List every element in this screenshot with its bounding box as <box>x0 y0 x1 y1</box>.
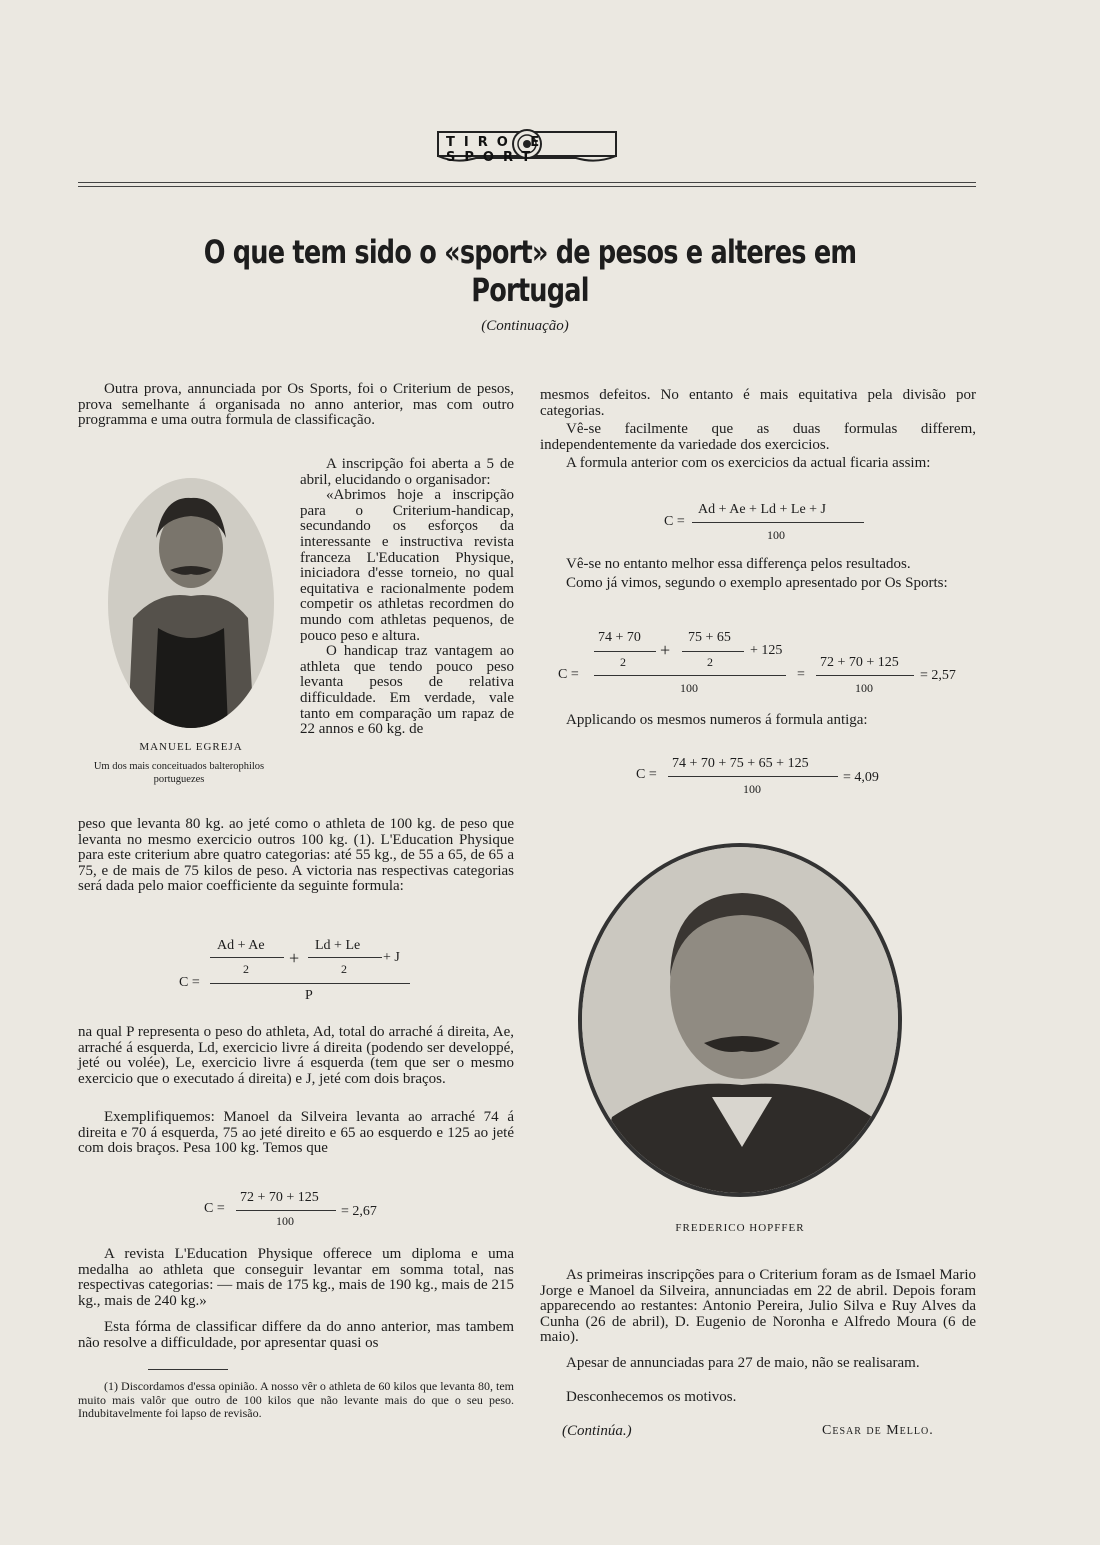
article-title: O que tem sido o «sport» de pesos e alteres em Portugal <box>203 233 857 309</box>
col2-paragraph-2: Vê-se facilmente que as duas formulas differem, independentemente da variedade dos exercicios. <box>540 421 976 453</box>
footnote: (1) Discordamos d'essa opinião. A nosso vêr o athleta de 60 kilos que levanta 80, tem muito mais valôr que outro de 100 kilos que não levante mais do que o seu peso. Indubitavelmente foi lapso de revisão. <box>78 1379 514 1420</box>
col2-paragraph-5: Como já vimos, segundo o exemplo apresentado por Os Sports: <box>566 575 948 591</box>
article-subtitle: (Continuação) <box>481 318 569 334</box>
masthead-text: TIRO E SPORT <box>446 135 549 165</box>
masthead-logo <box>436 126 618 166</box>
col1-paragraph-8: Esta fórma de classificar differe da do anno anterior, mas tambem não resolve a difficuldade, por apresentar quasi os <box>78 1319 514 1351</box>
col1-paragraph-2: A inscripção foi aberta a 5 de abril, elucidando o organisador: <box>300 456 514 488</box>
continua-note: (Continúa.) <box>562 1423 632 1439</box>
col2-paragraph-4: Vê-se no entanto melhor essa differença pelos resultados. <box>566 556 911 572</box>
col2-paragraph-8: Apesar de annunciadas para 27 de maio, não se realisaram. <box>566 1355 920 1371</box>
col2-paragraph-3: A formula anterior com os exercicios da actual ficaria assim: <box>566 455 931 471</box>
col1-paragraph-7: A revista L'Education Physique offerece um diploma e uma medalha ao athleta que conseguir levantar em somma total, nas respectivas categorias: — mais de 175 kg., mais de 190 kg., mais de 215 kg., mais de 240 kg.» <box>78 1246 514 1309</box>
footnote-rule <box>148 1369 228 1370</box>
col2-paragraph-7: As primeiras inscripções para o Criterium foram as de Ismael Mario Jorge e Manoel da Silveira, annunciadas em 22 de abril. Depois foram apparecendo ao restantes: Antonio Pereira, Julio Silva e Ruy Alves da Cunha (26 de abril), D. Eugenio de Noronha e Alfredo Moura (6 de maio). <box>540 1267 976 1346</box>
header-rule-top <box>78 182 976 183</box>
col1-paragraph-1: Outra prova, annunciada por Os Sports, foi o Criterium de pesos, prova semelhante á organisada no anno anterior, mas com outro programma e uma outra formula de classificação. <box>78 381 514 429</box>
col2-paragraph-1: mesmos defeitos. No entanto é mais equitativa pela divisão por categorias. <box>540 387 976 419</box>
photo2-name: FREDERICO HOPFFER <box>675 1222 805 1234</box>
col1-narrow-text <box>300 457 514 738</box>
col1-paragraph-4b: peso que levanta 80 kg. ao jeté como o athleta de 100 kg. de peso que levanta no mesmo exercicio outros 100 kg. (1). L'Education Physique para este criterium abre quatro categorias: até 55 kg., de 55 a 65, de 65 a 75, e de mais de 75 kilos de peso. A victoria nas respectivas categorias será dada pelo maior coefficiente da seguinte formula: <box>78 816 514 895</box>
photo1-caption: Um dos mais conceituados balterophilos portuguezes <box>93 761 265 785</box>
author-signature: Cesar de Mello. <box>822 1423 934 1438</box>
photo1-name: MANUEL EGREJA <box>139 741 243 753</box>
col2-paragraph-6: Applicando os mesmos numeros á formula antiga: <box>566 712 868 728</box>
manuel-egreja-portrait <box>108 478 274 728</box>
col2-paragraph-9: Desconhecemos os motivos. <box>566 1389 737 1405</box>
col1-paragraph-3: «Abrimos hoje a inscripção para o Criterium-handicap, secundando os esforços da interessante e instructiva revista franceza L'Education Physique, iniciadora d'esse torneio, no qual equitativa e racionalmente podem competir os athletas recordmen do mundo com athletas pequenos, de pouco peso e altura. <box>300 487 514 644</box>
col1-paragraph-4a: O handicap traz vantagem ao athleta que tendo pouco peso levanta pesos de relativa difficuldade. Em verdade, vale tanto em comparação um rapaz de 22 annos e 60 kg. de <box>300 643 514 738</box>
col1-paragraph-5: na qual P representa o peso do athleta, Ad, total do arraché á direita, Ae, arraché á esquerda, Ld, exercicio livre á direita (podendo ser developpé, jeté ou volée), Le, exercicio livre á esquerda (tem que ser o mesmo exercicio que o executado á direita) e J, jeté com dois braços. <box>78 1024 514 1087</box>
col1-paragraph-6: Exemplifiquemos: Manoel da Silveira levanta ao arraché 74 á direita e 70 á esquerda, 75 ao jeté direito e 65 ao esquerdo e 125 ao jeté com dois braços. Pesa 100 kg. Temos que <box>78 1109 514 1157</box>
frederico-hopffer-portrait <box>578 843 902 1197</box>
header-rule-bottom <box>78 186 976 187</box>
